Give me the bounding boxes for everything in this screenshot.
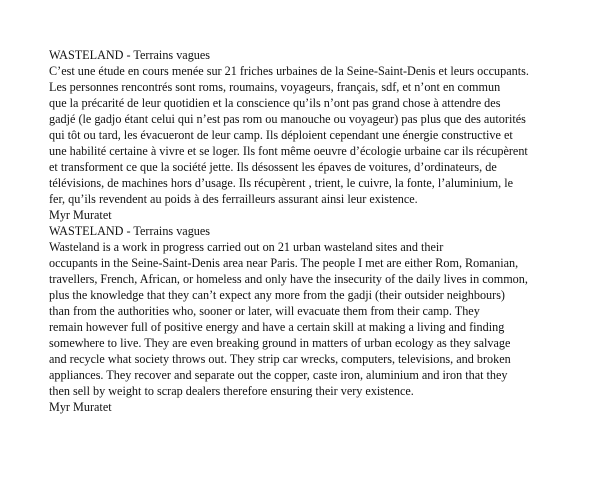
english-line: appliances. They recover and separate out the copper, caste iron, aluminium and iron that they [49, 368, 508, 382]
english-line: somewhere to live. They are even breaking ground in matters of urban ecology as they salvage [49, 336, 511, 350]
french-line: que la précarité de leur quotidien et la conscience qu’ils n’ont pas grand chose à attendre des [49, 96, 501, 110]
english-line: travellers, French, African, or homeless and only have the insecurity of the daily lives in common, [49, 272, 528, 286]
document-page [49, 47, 594, 415]
french-author: Myr Muratet [49, 208, 112, 222]
english-title: WASTELAND - Terrains vagues [49, 224, 211, 238]
english-body [49, 239, 594, 399]
english-line: occupants in the Seine-Saint-Denis area near Paris. The people I met are either Rom, Romanian, [49, 256, 519, 270]
french-title: WASTELAND - Terrains vagues [49, 48, 211, 62]
english-author: Myr Muratet [49, 400, 112, 414]
english-line: than from the authorities who, sooner or later, will evacuate them from their camp. They [49, 304, 480, 318]
french-line: C’est une étude en cours menée sur 21 friches urbaines de la Seine-Saint-Denis et leurs occupants. [49, 64, 529, 78]
french-section [49, 47, 594, 223]
french-line: une habilité certaine à vivre et se loger. Ils font même oeuvre d’écologie urbaine car ils récupèrent [49, 144, 528, 158]
french-line: fer, qu’ils revendent au poids à des ferrailleurs assurant ainsi leur existence. [49, 192, 418, 206]
french-line: télévisions, de machines hors d’usage. Ils récupèrent , trient, le cuivre, la fonte, l’aluminium, le [49, 176, 513, 190]
french-line: et transforment ce que la société jette. Ils désossent les épaves de voitures, d’ordinateurs, de [49, 160, 497, 174]
french-line: Les personnes rencontrés sont roms, roumains, voyageurs, français, sdf, et n’ont en commun [49, 80, 501, 94]
french-line: qui tôt ou tard, les évacueront de leur camp. Ils déploient cependant une énergie constructive et [49, 128, 513, 142]
english-line: plus the knowledge that they can’t expect any more from the gadji (their outsider neighbours) [49, 288, 505, 302]
english-line: then sell by weight to scrap dealers therefore ensuring their very existence. [49, 384, 414, 398]
french-body [49, 63, 594, 207]
english-section [49, 223, 594, 415]
english-line: Wasteland is a work in progress carried out on 21 urban wasteland sites and their [49, 240, 444, 254]
english-line: remain however full of positive energy and have a certain skill at making a living and finding [49, 320, 505, 334]
french-line: gadjé (le gadjo étant celui qui n’est pas rom ou manouche ou voyageur) pas plus que des autorités [49, 112, 526, 126]
english-line: and recycle what society throws out. They strip car wrecks, computers, televisions, and broken [49, 352, 511, 366]
